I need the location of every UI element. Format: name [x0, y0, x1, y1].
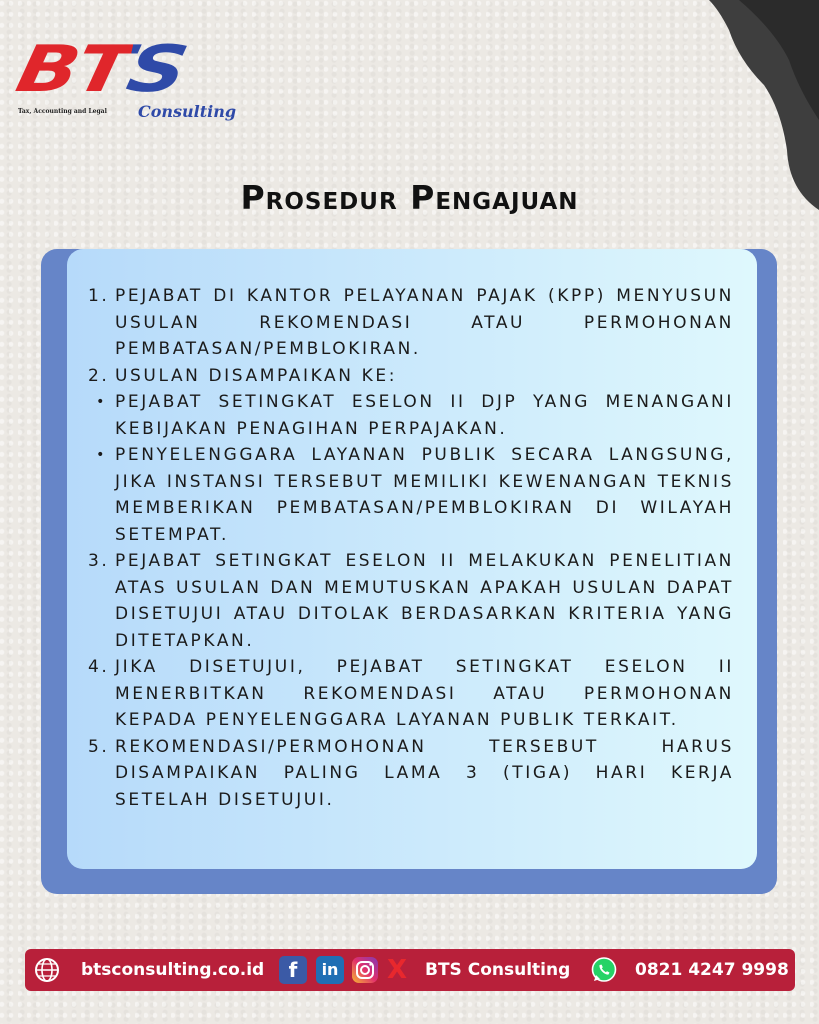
list-marker: 4.: [88, 657, 110, 677]
list-item: [88, 548, 734, 654]
list-marker: 5.: [88, 736, 110, 757]
list-bullet: •: [96, 447, 107, 463]
list-item-text: REKOMENDASI/PERMOHONAN TERSEBUT HARUS DISAMPAIKAN PALING LAMA 3 (TIGA) HARI KERJA SETELAH DISETUJUI.: [115, 736, 734, 810]
page-title: Prosedur Pengajuan: [240, 178, 579, 217]
list-marker: 3.: [88, 551, 110, 571]
x-icon[interactable]: X: [386, 955, 408, 985]
instagram-icon[interactable]: [351, 956, 379, 984]
phone-number[interactable]: 0821 4247 9998: [635, 960, 789, 980]
list-item: [88, 654, 734, 734]
logo-subtitle: Consulting: [138, 102, 237, 121]
globe-icon: [33, 956, 61, 984]
social-name[interactable]: BTS Consulting: [425, 960, 571, 980]
linkedin-icon[interactable]: in: [316, 956, 344, 984]
list-item: [88, 363, 734, 390]
list-marker: 1.: [88, 286, 110, 306]
footer-bar: [25, 949, 795, 991]
list-item: [88, 283, 734, 363]
website-link[interactable]: btsconsulting.co.id: [81, 960, 265, 980]
list-item-text: USULAN DISAMPAIKAN KE:: [115, 365, 398, 386]
logo-brand: BTS: [10, 33, 192, 107]
list-item-text: PEJABAT SETINGKAT ESELON II DJP YANG MENANGANI KEBIJAKAN PENAGIHAN PERPAJAKAN.: [115, 392, 734, 439]
list-marker: 2.: [88, 365, 110, 386]
facebook-icon[interactable]: f: [279, 956, 307, 984]
bts-logo: [10, 33, 237, 131]
list-item-text: PEJABAT DI KANTOR PELAYANAN PAJAK (KPP) MENYUSUN USULAN REKOMENDASI ATAU PERMOHONAN PEMBATASAN/PEMBLOKIRAN.: [115, 286, 734, 359]
list-item: [88, 389, 734, 442]
whatsapp-icon[interactable]: [590, 956, 618, 984]
list-item-text: JIKA DISETUJUI, PEJABAT SETINGKAT ESELON II MENERBITKAN REKOMENDASI ATAU PERMOHONAN KEPADA PENYELENGGARA LAYANAN PUBLIK TERKAIT.: [115, 657, 734, 730]
list-item-text: PEJABAT SETINGKAT ESELON II MELAKUKAN PENELITIAN ATAS USULAN DAN MEMUTUSKAN APAKAH USULAN DAPAT DISETUJUI ATAU DITOLAK BERDASARKAN KRITERIA YANG DITETAPKAN.: [115, 551, 734, 651]
procedure-list: [88, 283, 734, 813]
logo-tagline: Tax, Accounting and Legal: [18, 108, 107, 115]
list-item-text: PENYELENGGARA LAYANAN PUBLIK SECARA LANGSUNG, JIKA INSTANSI TERSEBUT MEMILIKI KEWENANGAN TEKNIS MEMBERIKAN PEMBATASAN/PEMBLOKIRAN DI WILAYAH SETEMPAT.: [115, 445, 734, 545]
list-item: [88, 734, 734, 814]
list-bullet: •: [96, 394, 107, 410]
list-item: [88, 442, 734, 548]
